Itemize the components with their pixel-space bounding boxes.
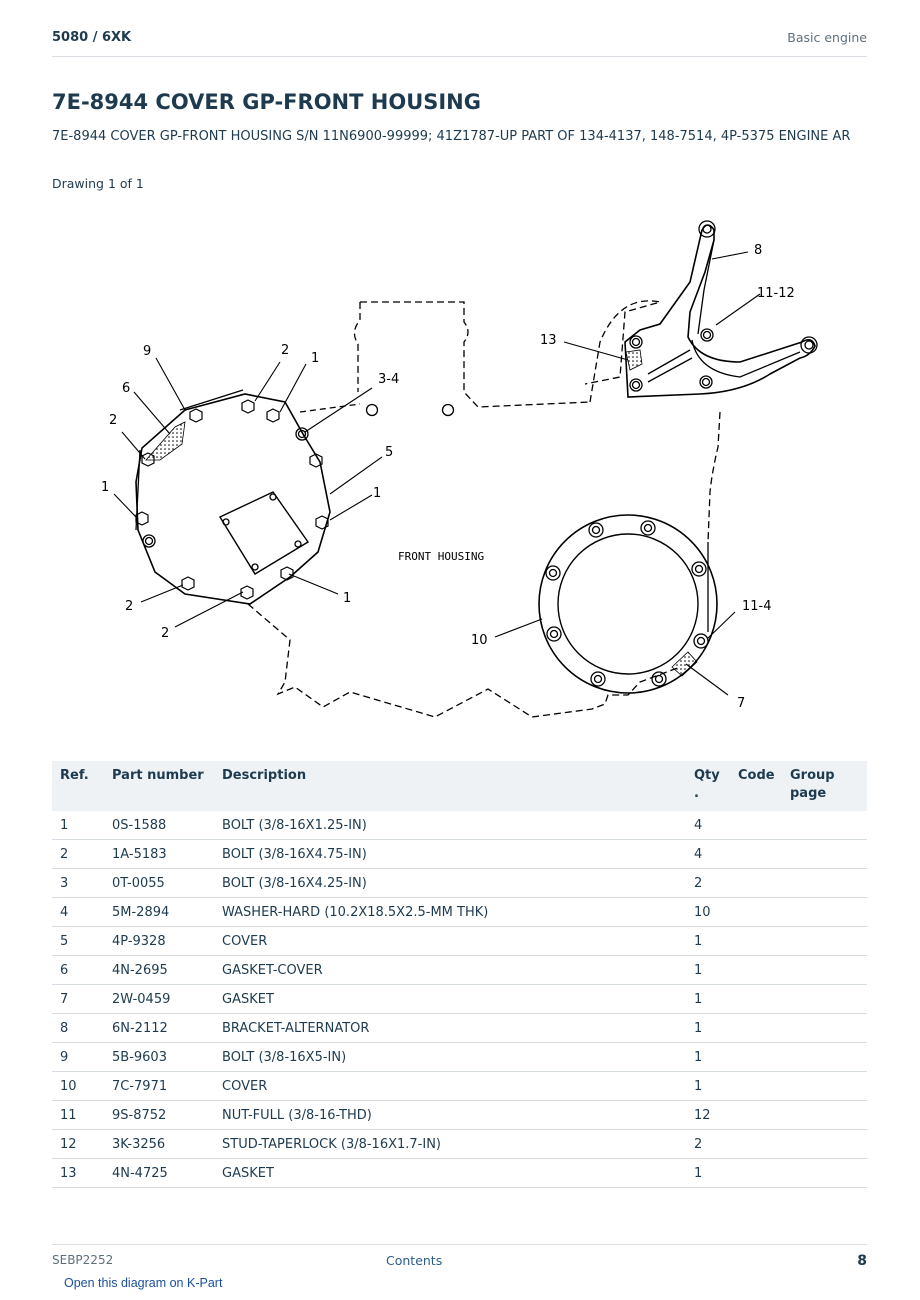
kpart-link[interactable]: Open this diagram on K-Part — [64, 1276, 223, 1290]
front-housing-outline — [360, 302, 590, 407]
cell-part-number: 5M-2894 — [104, 898, 214, 927]
cell-group-page — [782, 985, 867, 1014]
cell-ref: 12 — [52, 1130, 104, 1159]
callout-10: 10 — [471, 633, 488, 648]
callout-1c: 1 — [373, 486, 382, 501]
table-row — [52, 1130, 867, 1159]
cell-ref: 10 — [52, 1072, 104, 1101]
cell-code — [730, 869, 782, 898]
cell-qty: 12 — [686, 1101, 730, 1130]
header-qty: Qty . — [686, 761, 730, 811]
table-row — [52, 869, 867, 898]
cell-qty: 1 — [686, 956, 730, 985]
callout-5: 5 — [385, 445, 394, 460]
cell-code — [730, 927, 782, 956]
inner-plate — [220, 492, 308, 574]
cell-qty: 1 — [686, 985, 730, 1014]
callout-6: 6 — [122, 381, 131, 396]
page-number: 8 — [857, 1253, 867, 1269]
header-group-page: Group page — [782, 761, 867, 811]
cell-description: COVER — [214, 1072, 686, 1101]
callout-1a: 1 — [101, 480, 110, 495]
cell-ref: 11 — [52, 1101, 104, 1130]
cell-group-page — [782, 1101, 867, 1130]
table-body — [52, 811, 867, 1188]
parts-diagram — [80, 212, 840, 742]
callout-13: 13 — [540, 333, 557, 348]
callout-2e: 2 — [161, 626, 170, 641]
cell-qty: 2 — [686, 1130, 730, 1159]
page-title: 7E-8944 COVER GP-FRONT HOUSING — [52, 90, 481, 114]
cell-code — [730, 840, 782, 869]
page-subtitle: 7E-8944 COVER GP-FRONT HOUSING S/N 11N6900-99999; 41Z1787-UP PART OF 134-4137, 148-7514, 4P-5375 ENGINE AR — [52, 129, 851, 144]
header-description: Description — [214, 761, 686, 811]
cell-ref: 13 — [52, 1159, 104, 1188]
cell-part-number: 3K-3256 — [104, 1130, 214, 1159]
cell-ref: 2 — [52, 840, 104, 869]
cell-code — [730, 811, 782, 840]
header-ref: Ref. — [52, 761, 104, 811]
left-cover-plate — [136, 394, 330, 604]
model-label: 5080 / 6XK — [52, 30, 132, 45]
cell-part-number: 0S-1588 — [104, 811, 214, 840]
cell-ref: 3 — [52, 869, 104, 898]
cell-part-number: 7C-7971 — [104, 1072, 214, 1101]
callout-11-12: 11-12 — [757, 286, 795, 301]
table-row — [52, 985, 867, 1014]
header-part-number: Part number — [104, 761, 214, 811]
cell-code — [730, 1072, 782, 1101]
cell-code — [730, 956, 782, 985]
header-code: Code — [730, 761, 782, 811]
table-header-row — [52, 761, 867, 811]
cell-ref: 9 — [52, 1043, 104, 1072]
cell-part-number: 6N-2112 — [104, 1014, 214, 1043]
cell-code — [730, 1043, 782, 1072]
cell-code — [730, 1101, 782, 1130]
table-row — [52, 840, 867, 869]
cell-ref: 4 — [52, 898, 104, 927]
callout-labels — [101, 243, 795, 711]
cell-group-page — [782, 869, 867, 898]
cell-group-page — [782, 1072, 867, 1101]
cell-part-number: 0T-0055 — [104, 869, 214, 898]
cell-group-page — [782, 927, 867, 956]
cell-qty: 2 — [686, 869, 730, 898]
cell-group-page — [782, 1043, 867, 1072]
table-row — [52, 927, 867, 956]
parts-table — [52, 761, 867, 1188]
table-row — [52, 811, 867, 840]
cell-group-page — [782, 1159, 867, 1188]
cell-ref: 1 — [52, 811, 104, 840]
cell-code — [730, 1014, 782, 1043]
cell-part-number: 4N-2695 — [104, 956, 214, 985]
callout-2c: 2 — [281, 343, 290, 358]
page-header — [52, 28, 867, 57]
cell-ref: 5 — [52, 927, 104, 956]
cell-part-number: 5B-9603 — [104, 1043, 214, 1072]
cell-description: GASKET-COVER — [214, 956, 686, 985]
cell-qty: 1 — [686, 927, 730, 956]
cell-qty: 4 — [686, 840, 730, 869]
cell-description: GASKET — [214, 985, 686, 1014]
callout-7: 7 — [737, 696, 746, 711]
callout-9: 9 — [143, 344, 152, 359]
cell-description: NUT-FULL (3/8-16-THD) — [214, 1101, 686, 1130]
cell-description: BOLT (3/8-16X5-IN) — [214, 1043, 686, 1072]
cell-ref: 8 — [52, 1014, 104, 1043]
cell-qty: 1 — [686, 1159, 730, 1188]
cell-qty: 1 — [686, 1072, 730, 1101]
cell-group-page — [782, 898, 867, 927]
cell-qty: 4 — [686, 811, 730, 840]
cell-code — [730, 985, 782, 1014]
cell-part-number: 2W-0459 — [104, 985, 214, 1014]
cell-group-page — [782, 956, 867, 985]
table-row — [52, 1101, 867, 1130]
cell-group-page — [782, 840, 867, 869]
callout-1d: 1 — [343, 591, 352, 606]
cell-code — [730, 1159, 782, 1188]
table-row — [52, 1072, 867, 1101]
housing-label: FRONT HOUSING — [398, 550, 485, 563]
cell-description: BOLT (3/8-16X1.25-IN) — [214, 811, 686, 840]
cell-ref: 6 — [52, 956, 104, 985]
cell-description: COVER — [214, 927, 686, 956]
drawing-label: Drawing 1 of 1 — [52, 176, 144, 191]
table-row — [52, 1043, 867, 1072]
cell-part-number: 9S-8752 — [104, 1101, 214, 1130]
callout-3-4: 3-4 — [378, 372, 400, 387]
contents-link[interactable]: Contents — [386, 1253, 443, 1268]
cell-description: GASKET — [214, 1159, 686, 1188]
cell-description: STUD-TAPERLOCK (3/8-16X1.7-IN) — [214, 1130, 686, 1159]
cell-description: BRACKET-ALTERNATOR — [214, 1014, 686, 1043]
cell-description: WASHER-HARD (10.2X18.5X2.5-MM THK) — [214, 898, 686, 927]
table-row — [52, 1014, 867, 1043]
cell-qty: 10 — [686, 898, 730, 927]
cell-group-page — [782, 1130, 867, 1159]
section-label: Basic engine — [787, 30, 867, 45]
round-cover — [539, 515, 717, 693]
page-footer — [52, 1244, 867, 1275]
cell-code — [730, 898, 782, 927]
cell-ref: 7 — [52, 985, 104, 1014]
callout-2a: 2 — [109, 413, 118, 428]
cell-code — [730, 1130, 782, 1159]
callout-8: 8 — [754, 243, 763, 258]
table-row — [52, 1159, 867, 1188]
cell-part-number: 1A-5183 — [104, 840, 214, 869]
cell-qty: 1 — [686, 1014, 730, 1043]
cell-part-number: 4P-9328 — [104, 927, 214, 956]
table-row — [52, 898, 867, 927]
callout-1b: 1 — [311, 351, 320, 366]
document-id: SEBP2252 — [52, 1253, 114, 1267]
callout-11-4: 11-4 — [742, 599, 772, 614]
table-row — [52, 956, 867, 985]
cell-group-page — [782, 811, 867, 840]
cell-description: BOLT (3/8-16X4.75-IN) — [214, 840, 686, 869]
callout-2d: 2 — [125, 599, 134, 614]
cell-group-page — [782, 1014, 867, 1043]
cell-part-number: 4N-4725 — [104, 1159, 214, 1188]
cell-qty: 1 — [686, 1043, 730, 1072]
cell-description: BOLT (3/8-16X4.25-IN) — [214, 869, 686, 898]
